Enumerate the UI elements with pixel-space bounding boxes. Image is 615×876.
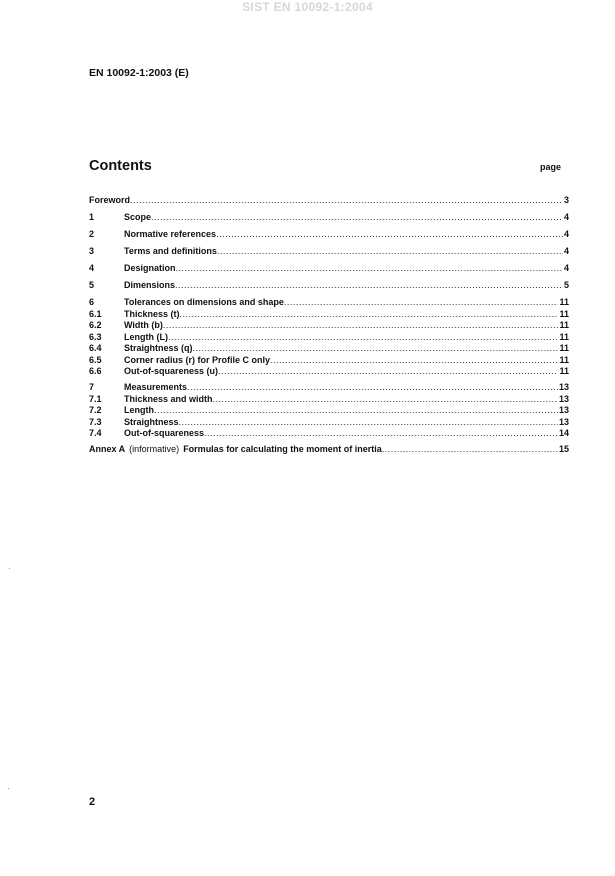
contents-heading: Contents (89, 158, 152, 174)
toc-entry-6-4[interactable] (89, 343, 569, 354)
toc-entry-title: Designation (124, 263, 176, 273)
toc-entry-number: 7 (89, 382, 95, 392)
toc-entry-number: 6.6 (89, 366, 102, 376)
toc-entry-7-1[interactable] (89, 394, 569, 405)
toc-entry-7-4[interactable] (89, 428, 569, 439)
leader-dots (216, 229, 563, 239)
toc-entry-number: 6.5 (89, 354, 102, 365)
toc-entry-number: 2 (89, 229, 95, 239)
leader-dots (204, 428, 558, 438)
toc-entry-title: Length (L) (124, 331, 168, 342)
leader-dots (284, 297, 559, 307)
toc-entry-page: 11 (559, 331, 569, 342)
leader-dots (180, 309, 559, 319)
toc-entry-4[interactable] (89, 263, 569, 274)
toc-entry-6[interactable] (89, 297, 569, 308)
toc-entry-title: Scope (124, 212, 152, 222)
toc-entry-page: 4 (563, 212, 569, 222)
toc-entry-number: 6.4 (89, 343, 102, 353)
leader-dots (187, 382, 558, 392)
leader-dots (168, 332, 558, 342)
toc-entry-title: Tolerances on dimensions and shape (124, 297, 284, 307)
toc-entry-title: Thickness and width (124, 393, 213, 404)
toc-entry-number: 7.4 (89, 428, 102, 438)
annex-label: Annex A (89, 444, 126, 454)
annex-title: Formulas for calculating the moment of inertia (183, 444, 382, 454)
toc-entry-page: 13 (558, 382, 569, 392)
toc-entry-page: 11 (559, 354, 569, 365)
toc-entry-7[interactable] (89, 382, 569, 393)
toc-entry-number: 7.1 (89, 393, 102, 404)
watermark: SIST EN 10092-1:2004 (242, 0, 373, 14)
toc-entry-6-6[interactable] (89, 366, 569, 377)
toc-entry-page: 4 (563, 229, 569, 239)
toc-entry-page: 15 (558, 444, 569, 454)
toc-entry-title: Corner radius (r) for Profile C only (124, 354, 271, 365)
toc-entry-number: 6 (89, 297, 95, 307)
leader-dots (193, 343, 559, 353)
leader-dots (163, 320, 559, 330)
toc-entry-title: Length (124, 405, 154, 415)
toc-entry-title: Out-of-squareness (124, 428, 205, 438)
toc-entry-7-2[interactable] (89, 405, 569, 416)
toc-entry-6-1[interactable] (89, 309, 569, 320)
toc-entry-number: 1 (89, 212, 95, 222)
leader-dots (175, 280, 563, 290)
leader-dots (218, 366, 558, 376)
toc-entry-title: Terms and definitions (124, 246, 217, 256)
leader-dots (213, 394, 558, 404)
toc-entry-title: Straightness (q) (124, 343, 193, 353)
toc-entry-page: 11 (559, 343, 569, 353)
leader-dots (217, 246, 563, 256)
toc-entry-title: Out-of-squareness (u) (124, 366, 219, 376)
toc-entry-title: Straightness (124, 416, 179, 427)
toc-entry-title: Measurements (124, 382, 188, 392)
toc-entry-page: 13 (558, 405, 569, 415)
leader-dots (154, 405, 558, 415)
toc-entry-number: 6.2 (89, 320, 102, 330)
toc-entry-title: Foreword (89, 195, 131, 205)
toc-entry-page: 11 (559, 297, 569, 307)
annex-type: (informative) (129, 444, 180, 454)
leader-dots (130, 195, 563, 205)
toc-entry-number: 7.2 (89, 405, 102, 415)
leader-dots (176, 263, 563, 273)
toc-entry-3[interactable] (89, 246, 569, 257)
toc-entry-page: 4 (563, 246, 569, 256)
toc-entry-page: 13 (558, 416, 569, 427)
toc-entry-title: Width (b) (124, 320, 163, 330)
toc-entry-number: 6.1 (89, 308, 102, 319)
toc-entry-title: Dimensions (124, 280, 176, 290)
toc-entry-annex-a[interactable] (89, 444, 569, 455)
toc-entry-number: 6.3 (89, 331, 102, 342)
leader-dots (382, 444, 558, 454)
toc-entry-foreword[interactable] (89, 195, 569, 206)
page-number: 2 (89, 796, 96, 808)
document-id: EN 10092-1:2003 (E) (89, 67, 189, 79)
toc-entry-2[interactable] (89, 229, 569, 240)
toc-entry-6-2[interactable] (89, 320, 569, 331)
scan-speck (9, 568, 10, 569)
page-column-label: page (540, 162, 562, 172)
toc-entry-6-3[interactable] (89, 332, 569, 343)
toc-entry-page: 11 (559, 320, 569, 330)
toc-entry-page: 11 (559, 308, 569, 319)
toc-entry-page: 11 (559, 366, 569, 376)
toc-entry-5[interactable] (89, 280, 569, 291)
toc-entry-page: 4 (563, 263, 569, 273)
toc-entry-number: 3 (89, 246, 95, 256)
toc-entry-page: 13 (558, 393, 569, 404)
leader-dots (270, 355, 558, 365)
scan-speck (8, 788, 9, 789)
toc-entry-title: Normative references (124, 229, 217, 239)
toc-entry-1[interactable] (89, 212, 569, 223)
toc-entry-number: 4 (89, 263, 95, 273)
toc-entry-number: 7.3 (89, 416, 102, 427)
toc-entry-title: Thickness (t) (124, 308, 180, 319)
toc-entry-7-3[interactable] (89, 417, 569, 428)
toc-entry-page: 5 (563, 280, 569, 290)
leader-dots (151, 212, 563, 222)
toc-entry-number: 5 (89, 280, 95, 290)
toc-entry-6-5[interactable] (89, 355, 569, 366)
leader-dots (179, 417, 558, 427)
toc-entry-page: 14 (558, 428, 569, 438)
toc-entry-page: 3 (563, 195, 569, 205)
